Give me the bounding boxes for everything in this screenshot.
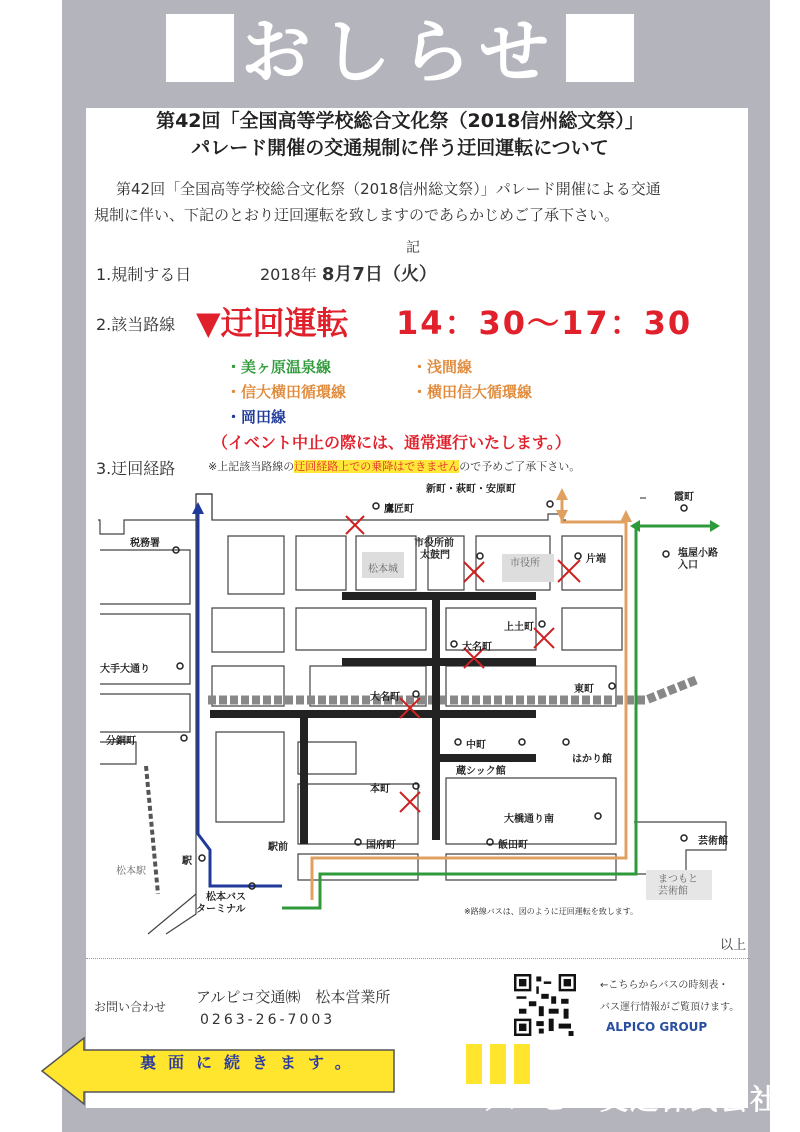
bus-stop-icon <box>595 813 601 819</box>
bus-stop-icon <box>547 501 553 507</box>
qr-note2: バス運行情報がご覧頂けます。 <box>600 1002 740 1013</box>
label-bundo: 分銅町 <box>106 736 136 747</box>
bus-stop-icon <box>177 663 183 669</box>
label-eki: 駅 <box>182 856 192 867</box>
contact-phone[interactable]: 0263-26-7003 <box>200 1012 336 1028</box>
label-taikomon: 太鼓門 <box>420 550 450 561</box>
detour-time: 14：30〜17：30 <box>396 304 693 342</box>
label-omyocho-upper: 大名町 <box>462 642 492 653</box>
label-busterminal1: 松本バス <box>206 892 246 903</box>
section3-label: 3.迂回経路 <box>96 459 176 478</box>
route-utsukushigahara: ・美ヶ原温泉線 <box>226 358 332 376</box>
note-post: ので予めご了承下さい。 <box>459 460 581 473</box>
detour-map <box>86 474 746 944</box>
label-shinmachi: 新町・萩町・安原町 <box>426 484 516 495</box>
route-okada: ・岡田線 <box>226 408 287 426</box>
label-ekimae: 駅前 <box>268 842 288 853</box>
date-day: 8月7日（火） <box>321 264 437 285</box>
section2-label: 2.該当路線 <box>96 315 176 334</box>
header-title: おしらせ <box>241 11 559 93</box>
bus-stop-icon <box>563 739 569 745</box>
bus-stop-icon <box>199 855 205 861</box>
date-year: 2018年 <box>260 265 317 284</box>
bus-stop-icon <box>413 691 419 697</box>
route-shindai-yokota: ・信大横田循環線 <box>226 383 347 401</box>
label-nakamachi: 中町 <box>466 740 486 751</box>
label-kokufumachi: 国府町 <box>366 840 396 851</box>
label-shioyakoji2: 入口 <box>678 560 698 571</box>
route-arrow-okada <box>192 502 204 514</box>
label-matsumotojo: 松本城 <box>368 564 398 575</box>
label-takasho: 鷹匠町 <box>384 504 414 515</box>
label-omyocho: 大名町 <box>370 692 400 703</box>
bus-stop-icon <box>663 551 669 557</box>
bus-stop-icon <box>455 739 461 745</box>
bus-stop-icon <box>451 641 457 647</box>
bus-stop-icon <box>477 553 483 559</box>
section3-note <box>208 458 580 474</box>
label-shioyakoji1: 塩屋小路 <box>678 548 718 559</box>
label-shiyakusho: 市役所 <box>510 558 540 569</box>
bus-stop-icon <box>609 683 615 689</box>
bus-stop-icon <box>181 735 187 741</box>
continue-text: 裏面に続きます。 <box>140 1053 363 1072</box>
label-ohashidori: 大橋通り南 <box>504 814 554 825</box>
cancel-note: （イベント中止の際には、通常運行いたします。） <box>212 433 571 452</box>
bus-stop-icon <box>681 835 687 841</box>
building-shades <box>362 552 712 900</box>
bus-stop-icon <box>539 621 545 627</box>
ki-label: 記 <box>406 240 420 256</box>
blocked-roads <box>210 596 536 844</box>
note-highlight: 迂回経路上での乗降はできません <box>294 460 460 473</box>
label-matsumoto-geijutsukan2: 芸術館 <box>658 886 688 897</box>
detour-label: ▼迂回運転 <box>196 304 349 342</box>
route-arrow-asama-down <box>556 510 568 522</box>
label-otedori: 大手大通り <box>100 664 150 675</box>
label-shiyakushomae: 市役所前 <box>414 538 454 549</box>
label-jonanmachi: 上土町 <box>504 622 534 633</box>
label-hakarikan: はかり館 <box>572 754 612 765</box>
route-yokota-shindai: ・横田信大循環線 <box>412 383 533 401</box>
bus-stop-icon <box>373 503 379 509</box>
ijo-label: 以上 <box>720 938 747 953</box>
qr-code-icon[interactable] <box>514 974 576 1036</box>
label-matsumotoeki: 松本駅 <box>116 866 146 877</box>
bus-stop-icon <box>681 505 687 511</box>
bus-stop-icon <box>575 553 581 559</box>
route-asama: ・浅間線 <box>412 358 473 376</box>
route-arrow-asama-up <box>556 488 568 500</box>
label-busterminal2: ターミナル <box>196 904 246 915</box>
qr-note1: ←こちらからバスの時刻表・ <box>600 980 729 991</box>
label-iidamachi: 飯田町 <box>498 840 528 851</box>
label-honmachi: 本町 <box>370 784 390 795</box>
label-kurashikkukan: 蔵シック館 <box>456 766 506 777</box>
notice-body-line2: 規制に伴い、下記のとおり迂回運転を致しますのであらかじめご了承下さい。 <box>94 206 620 224</box>
label-higashimachi: 東町 <box>574 684 594 695</box>
contact-company: アルピコ交通㈱ 松本営業所 <box>196 988 391 1006</box>
contact-label: お問い合わせ <box>94 1000 167 1014</box>
map-note: ※路線バスは、図のように迂回運転を致します。 <box>464 907 639 916</box>
regulation-date <box>260 260 437 286</box>
footer-company: アルピコ交通株式会社 <box>481 1083 780 1116</box>
route-arrow-asama-mid <box>620 510 632 522</box>
label-katahata: 片端 <box>586 554 606 565</box>
note-pre: ※上記該当路線の <box>208 460 295 473</box>
notice-title-line2: パレード開催の交通規制に伴う迂回運転について <box>191 137 609 159</box>
label-shiomachi: 霞町 <box>674 492 694 503</box>
section1-label: 1.規制する日 <box>96 265 192 284</box>
notice-title-line1: 第42回「全国高等学校総合文化祭（2018信州総文祭）」 <box>156 110 644 132</box>
label-geijutsukan: 芸術館 <box>698 836 728 847</box>
notice-body-line1: 第42回「全国高等学校総合文化祭（2018信州総文祭）」パレード開催による交通 <box>116 180 661 198</box>
bus-stop-icon <box>519 739 525 745</box>
label-matsumoto-geijutsukan1: まつもと <box>658 874 698 885</box>
label-zeimusho: 税務署 <box>130 538 160 549</box>
alpico-logo: ALPICO GROUP <box>606 1020 708 1034</box>
divider <box>86 958 750 959</box>
route-arrow-utsukushigahara <box>710 520 720 532</box>
